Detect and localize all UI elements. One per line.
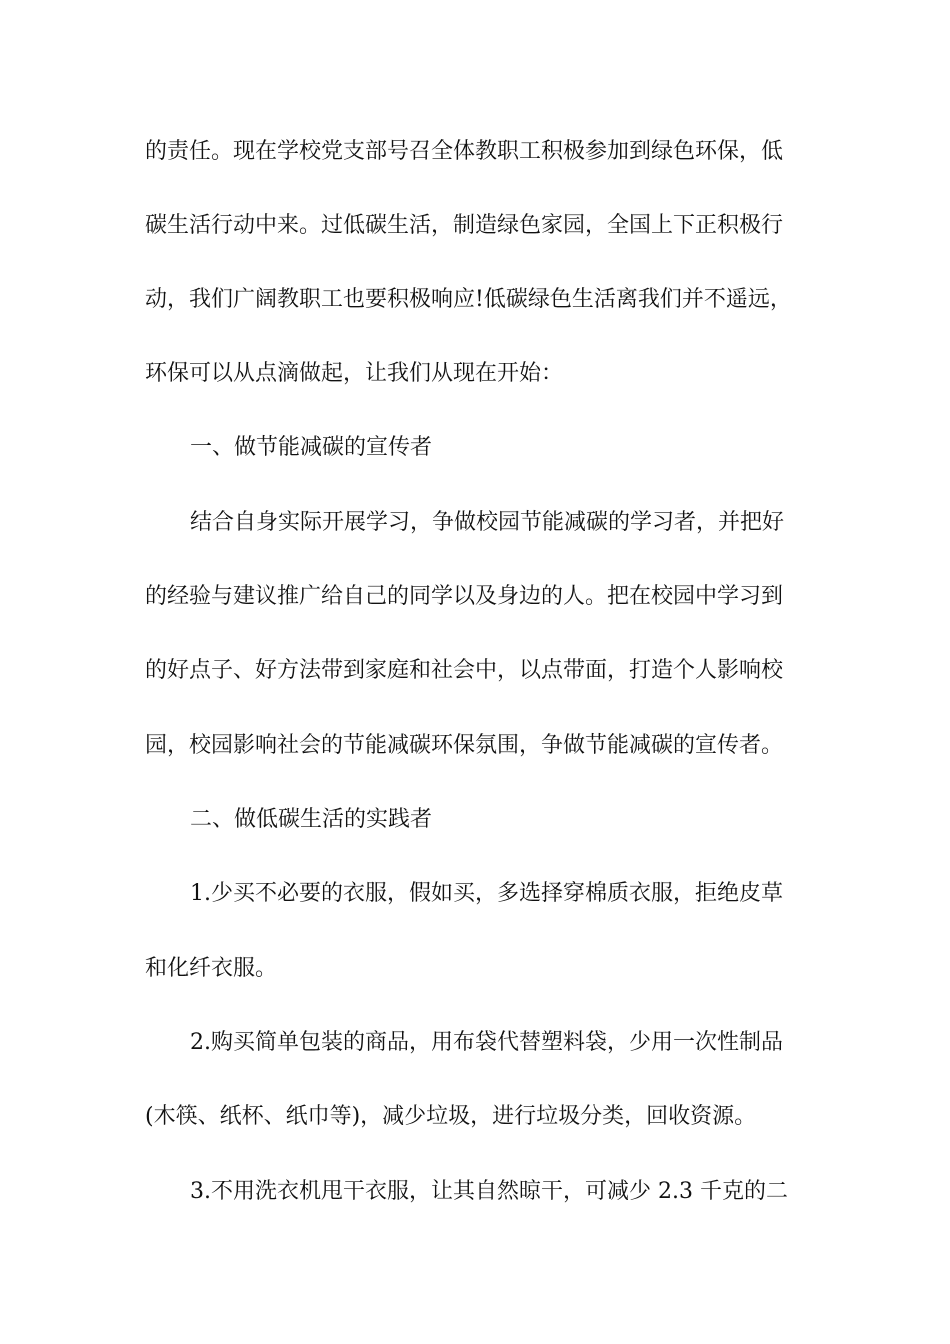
paragraph-line: 动，我们广阔教职工也要积极响应!低碳绿色生活离我们并不遥远， (145, 287, 792, 312)
list-item-line: 1.少买不必要的衣服，假如买，多选择穿棉质衣服，拒绝皮草 (190, 881, 783, 906)
paragraph-line: 的责任。现在学校党支部号召全体教职工积极参加到绿色环保，低 (145, 139, 784, 164)
paragraph-line: 的经验与建议推广给自己的同学以及身边的人。把在校园中学习到 (145, 584, 784, 609)
section-heading: 二、做低碳生活的实践者 (190, 807, 433, 832)
list-item-line: (木筷、纸杯、纸巾等)，减少垃圾，进行垃圾分类，回收资源。 (145, 1104, 757, 1129)
paragraph-line: 环保可以从点滴做起，让我们从现在开始： (145, 361, 564, 386)
list-item-line: 2.购买简单包装的商品，用布袋代替塑料袋，少用一次性制品 (190, 1030, 783, 1055)
section-heading: 一、做节能减碳的宣传者 (190, 435, 433, 460)
paragraph-line: 结合自身实际开展学习，争做校园节能减碳的学习者，并把好 (190, 510, 785, 535)
list-item-line: 3.不用洗衣机甩干衣服，让其自然晾干，可减少 2.3 千克的二 (190, 1179, 788, 1204)
paragraph-line: 碳生活行动中来。过低碳生活，制造绿色家园，全国上下正积极行 (145, 213, 784, 238)
list-item-line: 和化纤衣服。 (145, 956, 278, 981)
paragraph-line: 的好点子、好方法带到家庭和社会中，以点带面，打造个人影响校 (145, 658, 784, 683)
paragraph-line: 园，校园影响社会的节能减碳环保氛围，争做节能减碳的宣传者。 (145, 733, 784, 758)
